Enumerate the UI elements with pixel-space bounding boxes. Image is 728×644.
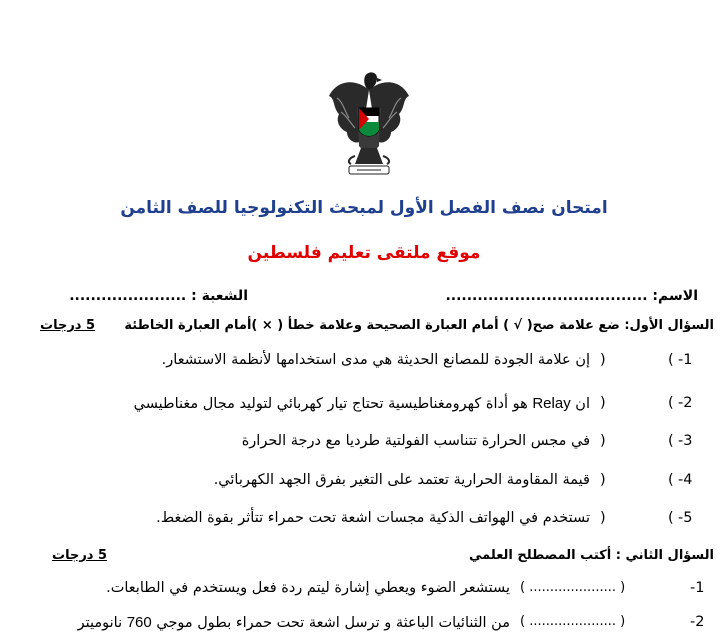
q1-answer-open-paren: ( <box>668 352 674 368</box>
q2-answer-blank: ( ..................... ) <box>520 614 626 629</box>
q1-item-text: إن علامة الجودة للمصانع الحديثة هي مدى استخدامها لأنظمة الاستشعار. <box>161 352 590 368</box>
wavelength-value: 760 <box>126 614 152 631</box>
q1-item-text: قيمة المقاومة الحرارية تعتمد على التغير بفرق الجهد الكهربائي. <box>213 472 590 488</box>
q1-answer-open-paren: ( <box>668 433 674 449</box>
relay-term: Relay <box>532 395 571 412</box>
name-field <box>445 288 698 304</box>
q1-answer-close-paren: ) <box>600 472 606 488</box>
q2-answer-blank: ( ..................... ) <box>520 580 626 595</box>
q1-item-number: -2 <box>678 395 693 411</box>
q1-item-number: -4 <box>678 472 693 488</box>
q2-item-text: من الثنائيات الباعثة و ترسل اشعة تحت حمراء بطول موجي 760 نانوميتر <box>77 614 510 631</box>
q2-marks: 5 درجات <box>52 548 108 563</box>
q1-title: السؤال الأول: ضع علامة صح( √ ) أمام العبارة الصحيحة وعلامة خطأ ( × )أمام العبارة الخاطئة <box>124 318 714 333</box>
q1-item-text: ان Relay هو أداة كهرومغناطيسية تحتاج تيار كهربائي لتوليد مجال مغناطيسي <box>133 395 590 412</box>
q2-item-text: يستشعر الضوء ويعطي إشارة ليتم ردة فعل ويستخدم في الطابعات. <box>106 580 510 596</box>
site-name: موقع ملتقى تعليم فلسطين <box>247 243 481 263</box>
q1-answer-open-paren: ( <box>668 395 674 411</box>
q1-answer-open-paren: ( <box>668 472 674 488</box>
name-dots: ...................................... <box>445 288 648 304</box>
section-dots: ...................... <box>69 288 187 304</box>
q2-item-number: -1 <box>690 580 705 596</box>
exam-title: امتحان نصف الفصل الأول لمبحث التكنولوجيا للصف الثامن <box>120 198 608 218</box>
q1-answer-open-paren: ( <box>668 510 674 526</box>
q1-item-number: -5 <box>678 510 693 526</box>
q1-item-text: تستخدم في الهواتف الذكية مجسات اشعة تحت حمراء تتأثر بقوة الضغط. <box>156 510 590 526</box>
q1-item-number: -1 <box>678 352 693 368</box>
q2-title: السؤال الثاني : أكتب المصطلح العلمي <box>469 548 714 563</box>
q1-answer-close-paren: ) <box>600 352 606 368</box>
q1-answer-close-paren: ) <box>600 510 606 526</box>
q2-item-number: -2 <box>690 614 705 630</box>
section-label: الشعبة : <box>191 288 248 304</box>
q1-answer-close-paren: ) <box>600 395 606 411</box>
q1-answer-close-paren: ) <box>600 433 606 449</box>
q1-marks: 5 درجات <box>40 318 96 333</box>
q1-item-text: في مجس الحرارة تتناسب الفولتية طرديا مع درجة الحرارة <box>241 433 590 449</box>
q1-item-number: -3 <box>678 433 693 449</box>
palestinian-eagle-emblem-icon <box>325 68 413 178</box>
name-label: الاسم: <box>652 288 698 304</box>
section-field <box>69 288 248 304</box>
